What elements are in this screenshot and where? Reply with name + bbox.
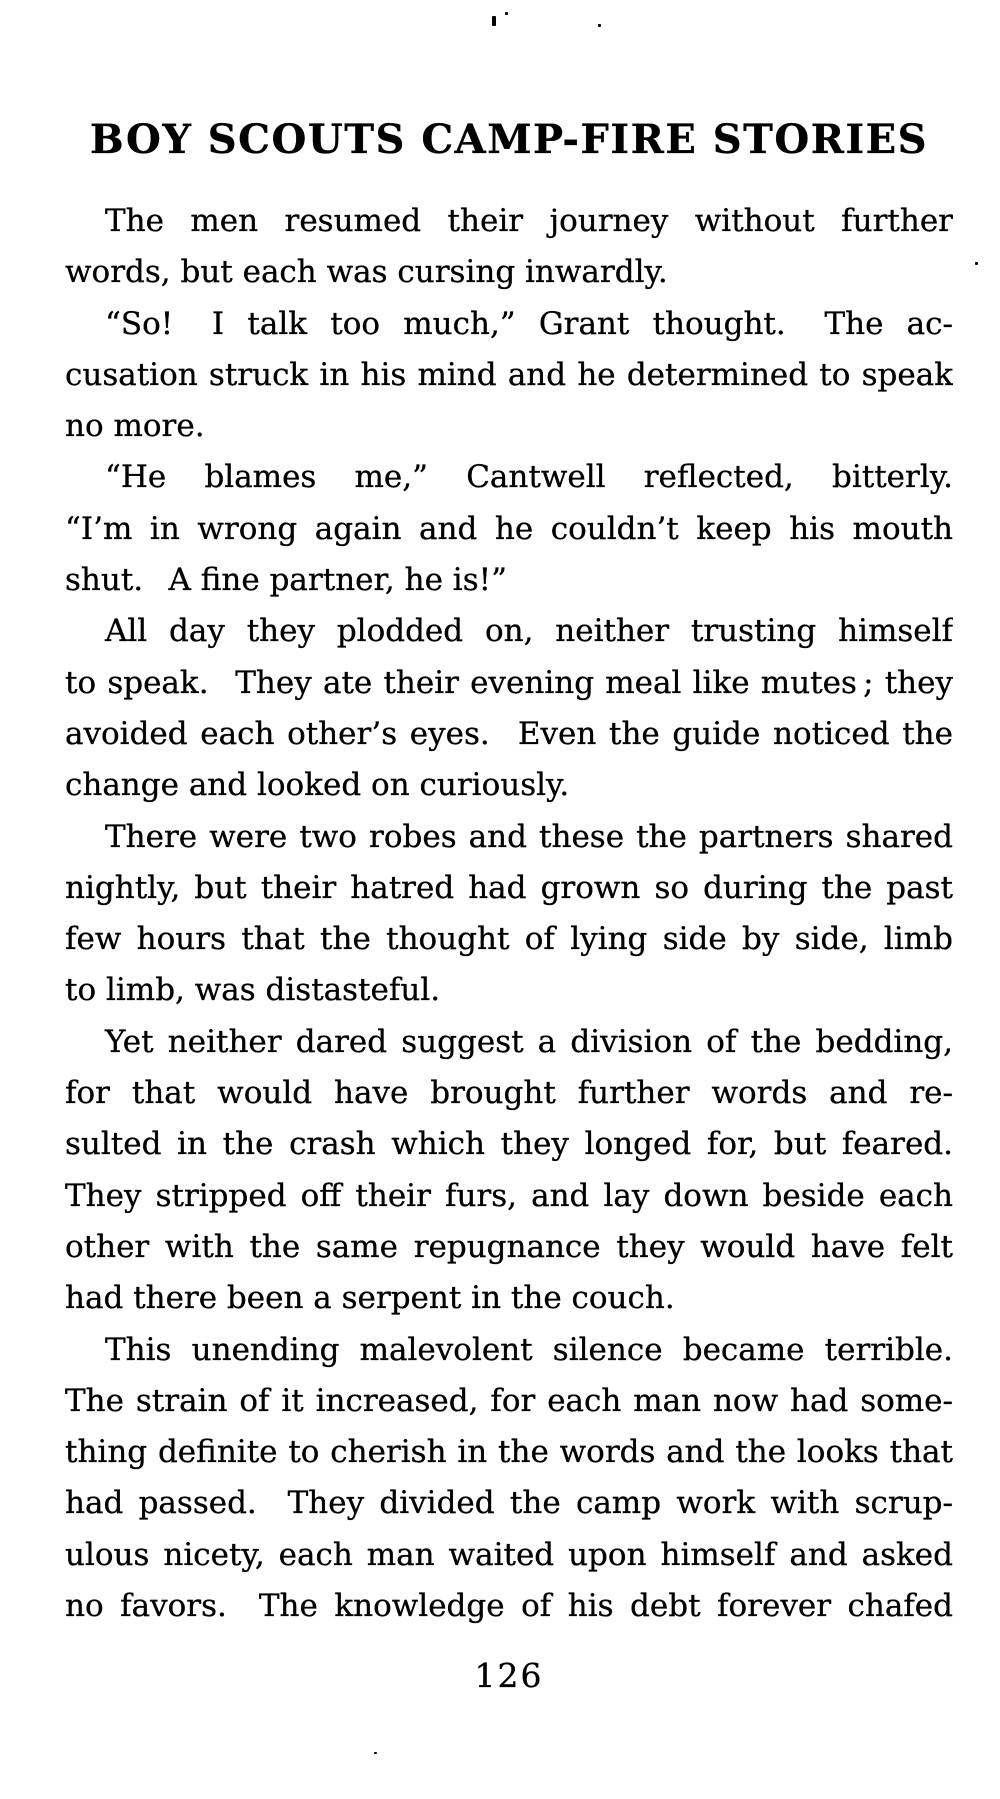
text-line: cusation struck in his mind and he determined to speak: [65, 356, 953, 393]
text-line: to limb, was distasteful.: [65, 972, 441, 1009]
text-line: to speak. They ate their evening meal like mutes ; they: [65, 664, 953, 701]
paragraph: [65, 196, 953, 299]
text-line: ulous nicety, each man waited upon himself and asked: [65, 1536, 953, 1573]
text-line: had there been a serpent in the couch.: [65, 1280, 675, 1317]
scan-speck: [598, 24, 601, 27]
paragraph: [65, 452, 953, 606]
text-line: for that would have brought further words and re-: [65, 1075, 953, 1112]
text-line: had passed. They divided the camp work with scrup-: [65, 1485, 953, 1522]
text-line: “I’m in wrong again and he couldn’t keep his mouth: [65, 510, 953, 547]
text-line: sulted in the crash which they longed for, but feared.: [65, 1126, 953, 1163]
text-line: All day they plodded on, neither trusting himself: [105, 613, 953, 650]
text-line: They stripped off their furs, and lay down beside each: [65, 1177, 953, 1214]
text-line: change and looked on curiously.: [65, 767, 570, 804]
text-line: no more.: [65, 408, 205, 445]
paragraph: [65, 812, 953, 1017]
text-line: words, but each was cursing inwardly.: [65, 254, 668, 291]
text-line: “He blames me,” Cantwell reflected, bitterly.: [105, 459, 953, 496]
text-line: This unending malevolent silence became terrible.: [105, 1331, 953, 1368]
text-line: Yet neither dared suggest a division of the bedding,: [105, 1023, 953, 1060]
scan-speck: [975, 262, 978, 265]
page-header-title: BOY SCOUTS CAMP-FIRE STORIES: [89, 116, 929, 163]
paragraph: [65, 299, 953, 453]
text-line: avoided each other’s eyes. Even the guide noticed the: [65, 715, 953, 752]
scan-speck: [492, 16, 496, 26]
scan-speck: [374, 1752, 377, 1754]
text-column: [65, 118, 953, 1696]
text-line: The men resumed their journey without further: [105, 203, 953, 239]
paragraph: [65, 1325, 953, 1633]
body-text: [65, 196, 953, 1632]
text-line: thing definite to cherish in the words and the looks that: [65, 1434, 953, 1471]
paragraph: [65, 1017, 953, 1325]
text-line: no favors. The knowledge of his debt forever chafed: [65, 1588, 953, 1625]
text-line: nightly, but their hatred had grown so during the past: [65, 869, 953, 906]
text-line: There were two robes and these the partners shared: [105, 818, 953, 855]
scan-speck: [505, 12, 508, 15]
text-line: few hours that the thought of lying side by side, limb: [65, 921, 953, 958]
page-number: 126: [474, 1656, 544, 1696]
text-line: other with the same repugnance they would have felt: [65, 1228, 953, 1265]
text-line: The strain of it increased, for each man now had some-: [65, 1382, 953, 1419]
paragraph: [65, 606, 953, 811]
text-line: “So! I talk too much,” Grant thought. The ac-: [105, 305, 953, 342]
text-line: shut. A fine partner, he is!”: [65, 562, 507, 599]
